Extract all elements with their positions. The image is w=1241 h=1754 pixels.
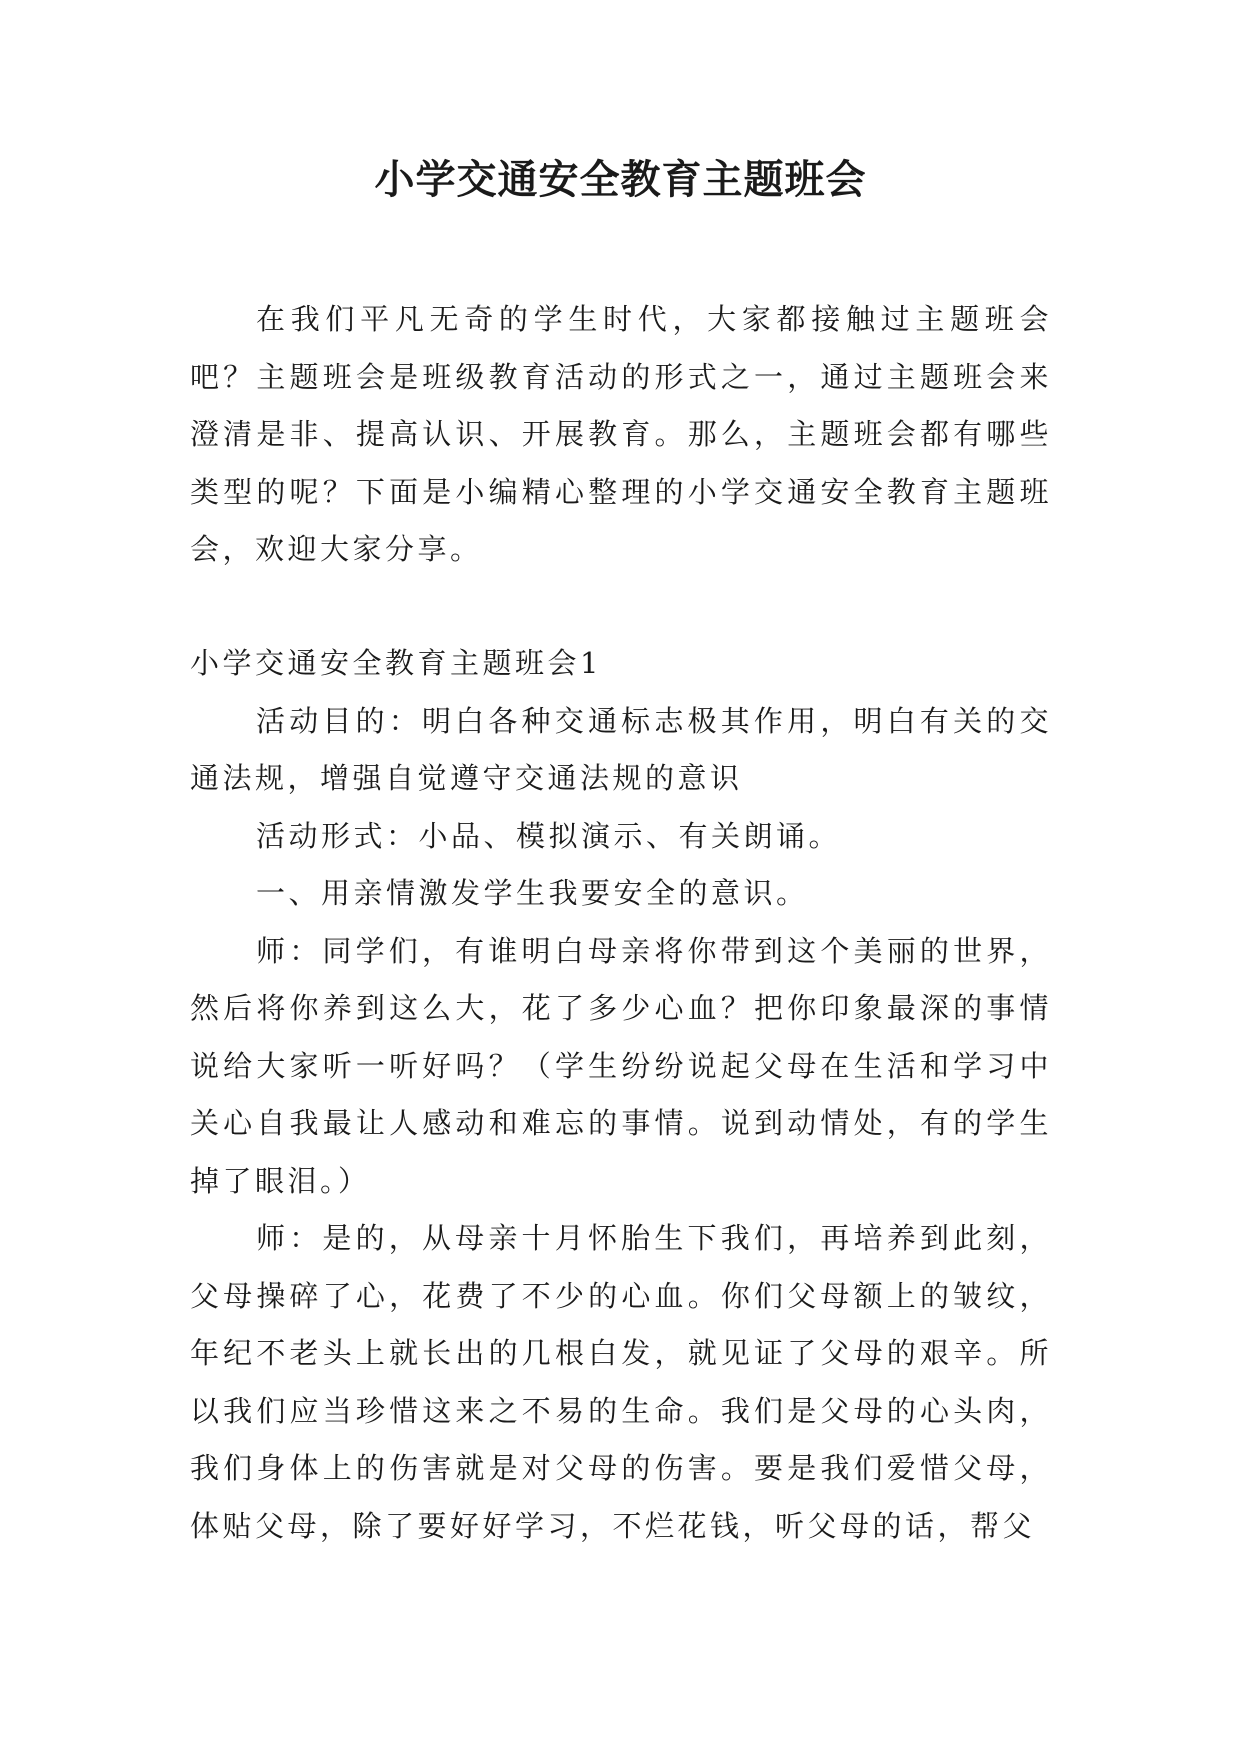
intro-paragraph: 在我们平凡无奇的学生时代，大家都接触过主题班会吧？主题班会是班级教育活动的形式之一，通过主题班会来澄清是非、提高认识、开展教育。那么，主题班会都有哪些类型的呢？下面是小编精心整理的小学交通安全教育主题班会，欢迎大家分享。 xyxy=(190,302,1052,566)
paragraph-purpose: 活动目的：明白各种交通标志极其作用，明白有关的交通法规，增强自觉遵守交通法规的意识 xyxy=(190,703,1052,795)
document-title: 小学交通安全教育主题班会 xyxy=(374,157,867,203)
paragraph-step-one: 一、用亲情激发学生我要安全的意识。 xyxy=(256,876,809,910)
paragraph-teacher-response: 师：是的，从母亲十月怀胎生下我们，再培养到此刻，父母操碎了心，花费了不少的心血。你们父母额上的皱纹，年纪不老头上就长出的几根白发，就见证了父母的艰辛。所以我们应当珍惜这来之不易的生命。我们是父母的心头肉，我们身体上的伤害就是对父母的伤害。要是我们爱惜父母，体贴父母，除了要好好学习，不烂花钱，听父母的话，帮父 xyxy=(190,1221,1052,1543)
paragraph-form: 活动形式：小品、模拟演示、有关朗诵。 xyxy=(256,818,842,853)
section-1 xyxy=(190,635,1052,1555)
section-heading: 小学交通安全教育主题班会1 xyxy=(190,646,602,680)
paragraph-teacher-question: 师：同学们，有谁明白母亲将你带到这个美丽的世界，然后将你养到这么大，花了多少心血？把你印象最深的事情说给大家听一听好吗？（学生纷纷说起父母在生活和学习中关心自我最让人感动和难忘的事情。说到动情处，有的学生掉了眼泪。） xyxy=(190,933,1052,1198)
intro-section xyxy=(190,291,1052,579)
